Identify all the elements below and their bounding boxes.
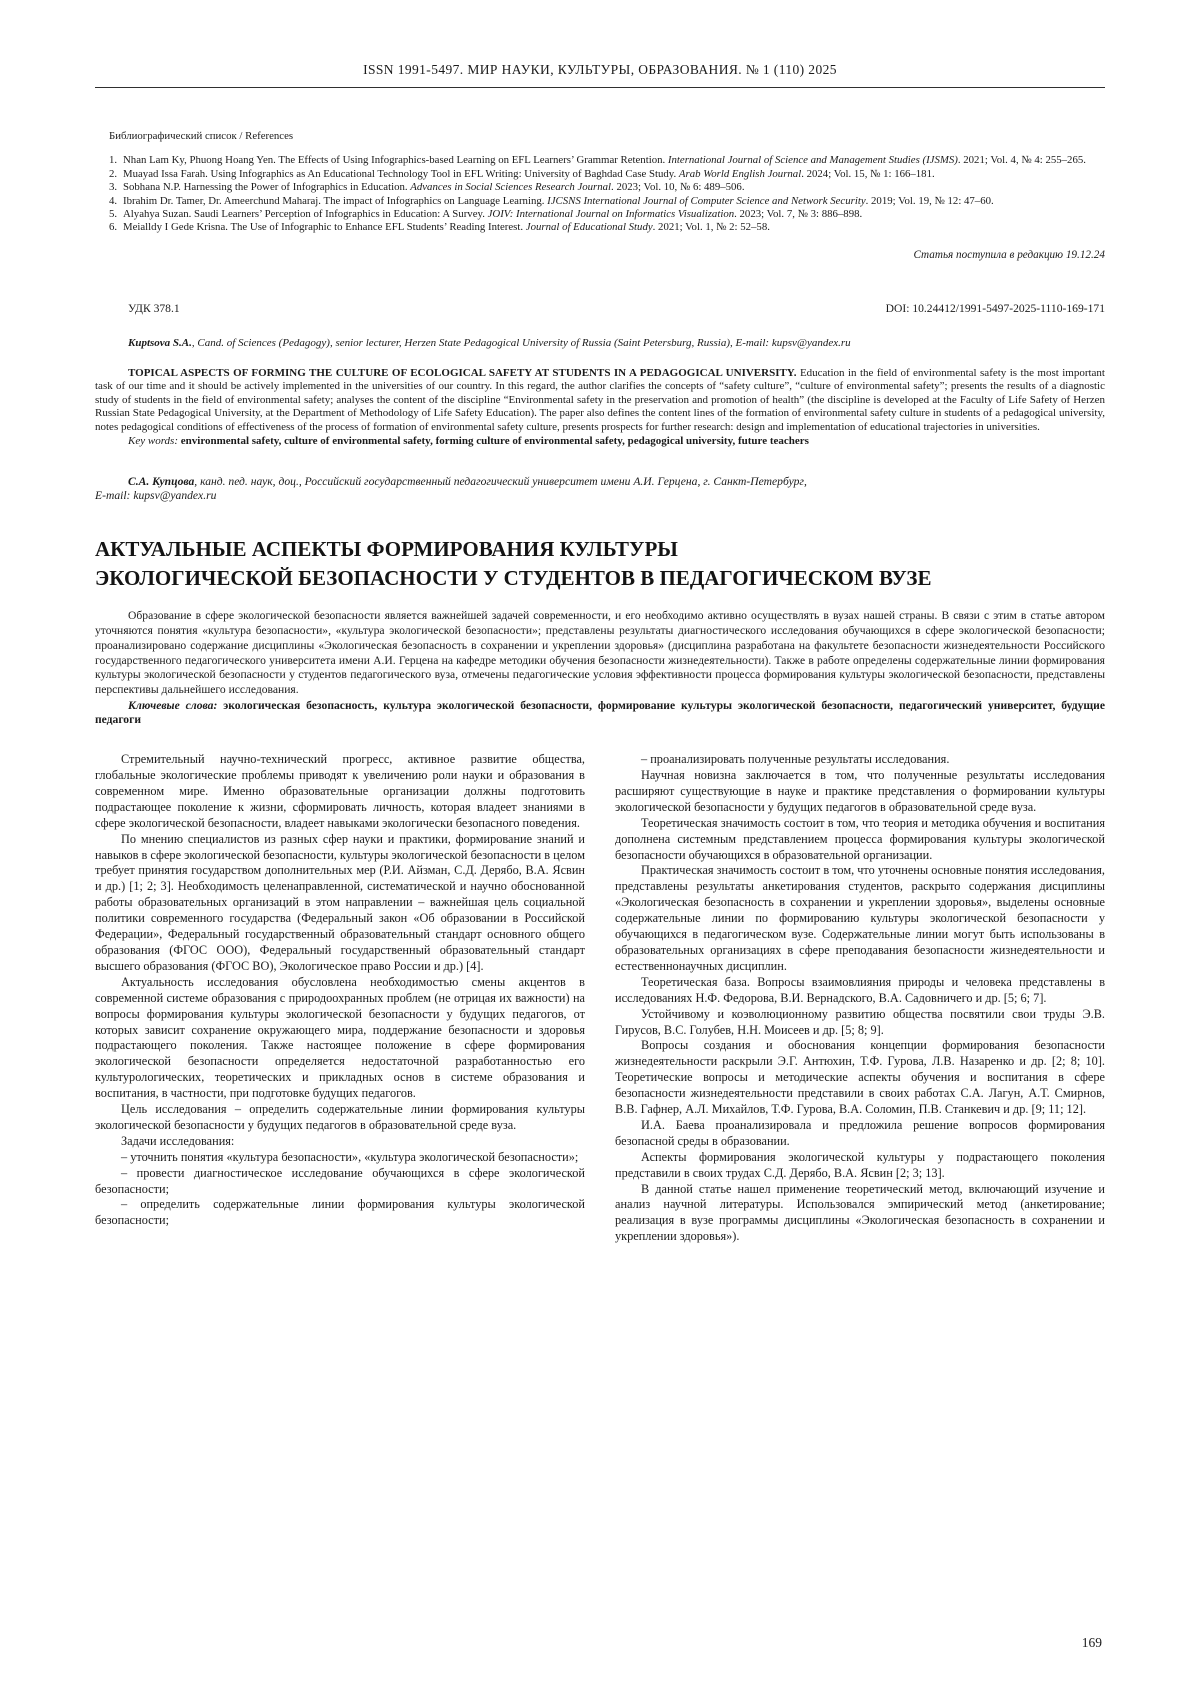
author-line-ru: [95, 475, 1105, 504]
article-title: [95, 535, 1105, 593]
references-list: [95, 154, 1105, 234]
reference-journal: Arab World English Journal: [678, 167, 802, 180]
reference-item: [95, 195, 1105, 208]
keywords-en-label: Key words:: [128, 435, 179, 448]
body-paragraph: Устойчивому и коэволюционному развитию общества посвятили свои труды Э.В. Гирусов, В.С. Голубев, Н.Н. Моисеев и др. [5; 8; 9].: [615, 1006, 1105, 1037]
author-name-ru: С.А. Купцова: [128, 474, 195, 488]
body-paragraph: И.А. Баева проанализировала и предложила решение вопросов формирования безопасной среды в образовании.: [615, 1117, 1105, 1148]
doi-code: DOI: 10.24412/1991-5497-2025-1110-169-171: [885, 302, 1105, 316]
reference-text: [123, 208, 1105, 221]
reference-text: [123, 221, 1105, 234]
reference-journal: Advances in Social Sciences Research Journal: [410, 181, 612, 194]
reference-journal: International Journal of Science and Management Studies (IJSMS): [667, 154, 958, 167]
author-name-en: Kuptsova S.A.: [128, 337, 192, 350]
header-rule: [95, 87, 1105, 88]
reference-issue: . 2021; Vol. 4, № 4: 255–265.: [957, 154, 1086, 167]
body-list-item: – уточнить понятия «культура безопасности», «культура экологической безопасности»;: [121, 1149, 579, 1164]
reference-issue: . 2023; Vol. 10, № 6: 489–506.: [611, 181, 745, 194]
body-paragraph: Вопросы создания и обоснования концепции формирования безопасности жизнедеятельности раскрыли Э.Г. Антюхин, Т.Ф. Гурова, Л.В. Назаренко и др. [2; 8; 10]. Теоретические вопросы и методические аспекты обучения и воспитания в сфере безопасности жизнедеятельности представили в своих работах С.А. Лагун, А.Т. Смирнов, В.В. Гафнер, А.Л. Михайлов, Т.Ф. Гурова, В.А. Соломин, П.В. Станкевич и др. [9; 11; 12].: [615, 1038, 1105, 1117]
journal-issn-line: ISSN 1991-5497. МИР НАУКИ, КУЛЬТУРЫ, ОБРАЗОВАНИЯ. № 1 (110) 2025: [363, 62, 837, 77]
keywords-ru: [95, 699, 1105, 728]
article-title-line2: ЭКОЛОГИЧЕСКОЙ БЕЗОПАСНОСТИ У СТУДЕНТОВ В ПЕДАГОГИЧЕСКОМ ВУЗЕ: [95, 566, 932, 591]
abstract-en-text: Education in the field of environmental safety is the most important task of our time and it should be actively implemented in the universities of our country. In this regard, the author clarifies the concepts of “safety culture”, “culture of environmental safety”; presents the results of a diagnostic study of students in the field of environmental safety; analyses the content of the discipline “Environmental safety in the preservation and promotion of health” (the discipline is developed at the Faculty of Life Safety of Herzen Russian State Pedagogical University, at the Department of Methodology of Life Safety Education). The paper also defines the content lines of the formation of environmental safety culture in students of a pedagogical university, notes pedagogical conditions of effectiveness of the process of formation of environmental safety culture, presents prospects for further research: design and implementation of educational trajectories in universities.: [95, 366, 1105, 433]
reference-authors-title: Muayad Issa Farah. Using Infographics as An Educational Technology Tool in EFL Writing: University of Baghdad Case Study.: [123, 167, 679, 180]
reference-authors-title: Ibrahim Dr. Tamer, Dr. Ameerchund Maharaj. The impact of Infographics on Language Learning.: [123, 194, 548, 207]
reference-item: [95, 208, 1105, 221]
article-body-columns: [95, 752, 1105, 1245]
body-paragraph: Теоретическая база. Вопросы взаимовлияния природы и человека представлены в исследованиях Н.Ф. Федорова, В.И. Вернадского, В.А. Садовничего и др. [5; 6; 7].: [615, 974, 1105, 1005]
reference-journal: JOIV: International Journal on Informatics Visualization: [487, 208, 735, 221]
abstract-en: [95, 367, 1105, 435]
reference-issue: . 2024; Vol. 15, № 1: 166–181.: [801, 167, 935, 180]
reference-text: [123, 168, 1105, 181]
reference-item: [95, 221, 1105, 234]
reference-authors-title: Meialldy I Gede Krisna. The Use of Infographic to Enhance EFL Students’ Reading Interest.: [123, 221, 526, 234]
body-paragraph: Аспекты формирования экологической культуры у подрастающего поколения представили в своих трудах С.Д. Дерябо, В.А. Ясвин [2; 3; 13].: [615, 1149, 1105, 1180]
body-paragraph: Научная новизна заключается в том, что полученные результаты исследования расширяют существующие в науке и практике представления о формировании культуры экологической безопасности у будущих педагогов в образовательной среде вуза.: [615, 768, 1105, 814]
page-number: 169: [1081, 1635, 1102, 1650]
reference-issue: . 2019; Vol. 19, № 12: 47–60.: [865, 194, 994, 207]
abstract-en-title: TOPICAL ASPECTS OF FORMING THE CULTURE OF ECOLOGICAL SAFETY AT STUDENTS IN A PEDAGOGICAL UNIVERSITY.: [128, 366, 797, 379]
reference-number: 6.: [109, 221, 118, 234]
reference-number: 3.: [109, 181, 118, 194]
reference-text: [123, 154, 1105, 167]
body-paragraph: По мнению специалистов из разных сфер науки и практики, формирование знаний и навыков в сфере экологической безопасности, культуры экологической безопасности в целом требует принятия государством дополнительных мер (Р.И. Айзман, С.Д. Дерябо, В.А. Ясвин и др.) [1; 2; 3]. Необходимость целенаправленной, систематической и научно обоснованной работы образовательных организаций в этом направлении – важнейшая цель социальной политики современного государства (Федеральный закон «Об образовании в Российской Федерации», Федеральный государственный образовательный стандарт основного общего образования (ФГОС ООО), Федеральный государственный образовательный стандарт высшего образования (ФГОС ВО), Экологическое право России и др.) [4].: [95, 831, 585, 973]
reference-authors-title: Sobhana N.P. Harnessing the Power of Infographics in Education.: [123, 181, 411, 194]
reference-number: 2.: [109, 167, 118, 180]
author-affiliation-en: , Cand. of Sciences (Pedagogy), senior lecturer, Herzen State Pedagogical University of Russia (Saint Petersburg, Russia), E-mail: kupsv@yandex.ru: [191, 337, 851, 350]
keywords-en-list: environmental safety, culture of environmental safety, forming culture of environmental safety, pedagogical university, future teachers: [178, 435, 809, 448]
left-column: [95, 752, 585, 1245]
reference-text: [123, 195, 1105, 208]
reference-issue: . 2023; Vol. 7, № 3: 886–898.: [734, 208, 863, 221]
body-list-item: – проанализировать полученные результаты исследования.: [641, 752, 950, 767]
abstract-ru: Образование в сфере экологической безопасности является важнейшей задачей современности, и его необходимо активно осуществлять в вузах нашей страны. В связи с этим в статье автором уточняются понятия «культура безопасности», «культура экологической безопасности»; представлены результаты диагностического исследования обучающихся в сфере экологической безопасности; проанализировано содержание дисциплины «Экологическая безопасность в сохранении и укреплении здоровья» (дисциплина разработана на факультете безопасности жизнедеятельности Российского государственного педагогического университета имени А.И. Герцена на кафедре методики обучения безопасности жизнедеятельности). Также в работе определены содержательные линии формирования культуры экологической безопасности у студентов педагогического вуза, отмечены педагогические условия эффективности процесса формирования культуры экологической безопасности, представлены перспективы дальнейшего исследования.: [95, 609, 1105, 696]
article-title-line1: АКТУАЛЬНЫЕ АСПЕКТЫ ФОРМИРОВАНИЯ КУЛЬТУРЫ: [95, 537, 678, 562]
article-meta-row: [95, 302, 1105, 315]
body-paragraph: В данной статье нашел применение теоретический метод, включающий изучение и анализ научной литературы. Использовался эмпирический метод (анкетирование; реализация в вузе программы дисциплины «Экологическая безопасность в сохранении и укреплении здоровья»).: [615, 1181, 1105, 1244]
reference-issue: . 2021; Vol. 1, № 2: 52–58.: [652, 221, 770, 234]
body-paragraph: Цель исследования – определить содержательные линии формирования культуры экологической безопасности у будущих педагогов в образовательной среде вуза.: [95, 1102, 585, 1132]
body-list-item: – провести диагностическое исследование обучающихся в сфере экологической безопасности;: [95, 1165, 585, 1196]
body-paragraph: Стремительный научно-технический прогресс, активное развитие общества, глобальные экологические проблемы приводят к увеличению роли науки и образования в современном мире. Именно образовательные организации должны подготовить подрастающее поколение к жизни, сформировать личность, которая владеет знаниями в сфере экологической безопасности, владеет навыками экологически безопасного поведения.: [95, 752, 585, 830]
body-list-item: – определить содержательные линии формирования культуры экологической безопасности;: [95, 1197, 585, 1228]
reference-number: 5.: [109, 208, 118, 221]
reference-text: [123, 181, 1105, 194]
journal-header: [95, 62, 1105, 88]
udc-code: УДК 378.1: [128, 302, 180, 316]
reference-item: [95, 154, 1105, 167]
reference-authors-title: Alyahya Suzan. Saudi Learners’ Perception of Infographics in Education: A Survey.: [123, 208, 488, 221]
author-affiliation-ru: , канд. пед. наук, доц., Российский государственный педагогический университет имени А.И. Герцена, г. Санкт-Петербург,: [194, 474, 807, 488]
references-heading: Библиографический список / References: [109, 130, 294, 142]
body-paragraph: Практическая значимость состоит в том, что уточнены основные понятия исследования, представлены результаты анкетирования студентов, раскрыто содержания дисциплины «Экологическая безопасность в сохранении и укреплении здоровья», выделены основные содержательные линии по формированию культуры экологической безопасности у обучающихся в педагогическом вузе. Содержательные линии могут быть использованы в образовательных организациях в сфере преподавания безопасности жизнедеятельности и естественнонаучных дисциплин.: [615, 863, 1106, 973]
body-paragraph: Задачи исследования:: [121, 1133, 235, 1148]
body-paragraph: Теоретическая значимость состоит в том, что теория и методика обучения и воспитания дополнена системным представлением процесса формирования культуры экологической безопасности обучающихся в образовательной организации.: [615, 815, 1105, 862]
keywords-ru-label: Ключевые слова:: [128, 698, 218, 712]
body-paragraph: Актуальность исследования обусловлена необходимостью смены акцентов в современной системе образования с природоохранных проблем (не отрицая их важности) на вопросы формирования культуры экологической безопасности у будущих педагогов, от которых зависит сохранение окружающего мира, поддержание безопасности и здоровья подрастающего поколения. Также настоящее положение в сфере формирования экологической безопасности определяется недостаточной разработанностью его культурологических, теоретических и прикладных основ в системе образования и воспитания, в частности, при подготовке будущих педагогов.: [95, 974, 585, 1101]
reference-number: 4.: [109, 194, 118, 207]
received-date: Статья поступила в редакцию 19.12.24: [913, 248, 1105, 261]
reference-journal: IJCSNS International Journal of Computer Science and Network Security: [547, 194, 866, 207]
references-section: [95, 130, 1105, 262]
reference-journal: Journal of Educational Study: [525, 221, 653, 234]
keywords-ru-list: экологическая безопасность, культура экологической безопасности, формирование культуры экологической безопасности, педагогический университет, будущие педагоги: [95, 698, 1105, 727]
reference-authors-title: Nhan Lam Ky, Phuong Hoang Yen. The Effects of Using Infographics-based Learning on EFL Learners’ Grammar Retention.: [123, 154, 668, 167]
reference-item: [95, 168, 1105, 181]
keywords-en: [95, 435, 1105, 449]
right-column: [615, 752, 1105, 1245]
author-email-ru: E-mail: kupsv@yandex.ru: [95, 489, 217, 503]
reference-number: 1.: [109, 154, 118, 167]
reference-item: [95, 181, 1105, 194]
author-line-en: [95, 337, 1105, 350]
